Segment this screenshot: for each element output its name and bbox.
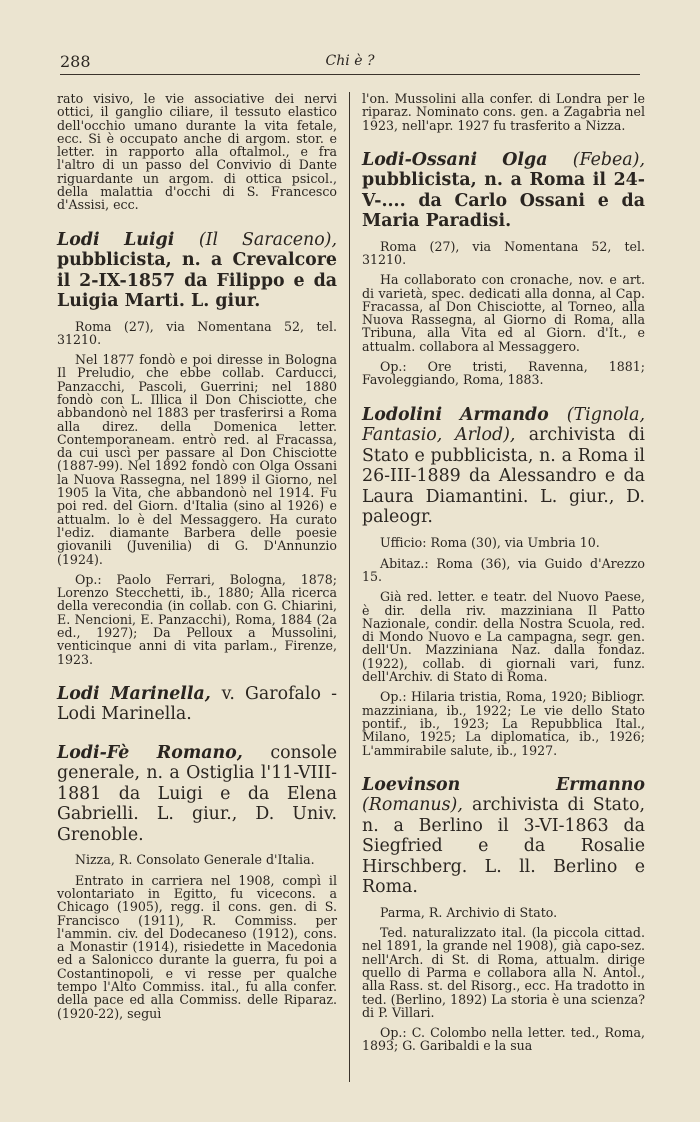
entry-works: Op.: Ore tristi, Ravenna, 1881; Favoleggiando, Roma, 1883. [362, 359, 645, 388]
entry-lodi-marinella [57, 684, 337, 725]
entry-loevinson-ermanno [362, 775, 645, 1053]
continued-entry [362, 92, 645, 132]
column-divider [349, 92, 350, 1082]
entry-pseudonym: (Febea), [572, 149, 645, 170]
right-column [362, 92, 645, 1071]
entry-biography: Nel 1877 fondò e poi diresse in Bologna Il Preludio, che ebbe collab. Carducci, Panzacchi, Pascoli, Guerrini; nel 1880 fondò con L. Illica il Don Chisciotte, che abbandonò nel 1883 per trasferirsi a Roma alla direz. della Domenica letter. Contemporaneam. entrò red. al Fracassa, da cui uscì per passare al Don Chisciotte (1887-99). Nel 1892 fondò con Olga Ossani la Nuova Rassegna, nel 1899 il Giorno, nel 1905 la Vita, che abbandonò nel 1914. Fu poi red. del Giorn. d'Italia (sino al 1926) e attualm. lo è del Messaggero. Ha curato l'ediz. diamante Barbera delle poesie giovanili (Juvenilia) di G. D'Annunzio (1924). [57, 352, 337, 567]
entry-name: Loevinson Ermanno [362, 774, 645, 795]
entry-name: Lodi-Fè Romano, [57, 742, 243, 763]
entry-heading [57, 684, 337, 725]
entry-heading [57, 230, 337, 312]
entry-address: Nizza, R. Consolato Generale d'Italia. [75, 852, 315, 868]
entry-biography: Ha collaborato con cronache, nov. e art. di varietà, spec. dedicati alla donna, al Cap. Fracassa, al Don Chisciotte, al Torneo, alla Nuova Rassegna, al Giorno di Roma, alla Tribuna, alla Vita ed al Giorn. d'It., e attualm. collabora al Messaggero. [362, 272, 645, 354]
page-number: 288 [60, 52, 91, 71]
entry-description: archivista di Stato e pubblicista, n. a Roma il 26-III-1889 da Alessandro e da Laura Diamantini. L. giur., D. paleogr. [362, 425, 645, 528]
entry-name: Lodi Marinella, [57, 683, 211, 704]
entry-works: Op.: Hilaria tristia, Roma, 1920; Bibliogr. mazziniana, ib., 1922; Le vie dello Stato pontif., ib., 1923; La Repubblica Ital., Milano, 1925; La diplomatica, ib., 1926; L'ammirabile salute, ib., 1927. [362, 689, 645, 758]
entry-address: Roma (27), via Nomentana 52, tel. 31210. [57, 318, 337, 347]
running-head: Chi è ? [325, 53, 375, 69]
entry-lodi-luigi [57, 230, 337, 666]
entry-lodi-ossani-olga [362, 150, 645, 387]
entry-lodolini-armando [362, 405, 645, 757]
entry-description: archivista di Stato, n. a Berlino il 3-VI-1863 da Siegfried e da Rosalie Hirschberg. L. ll. Berlino e Roma. [362, 795, 646, 898]
entry-heading [362, 775, 645, 898]
entry-pseudonym: (Tignola, Fantasio, Arlod), [362, 404, 645, 446]
continuation-text: l'on. Mussolini alla confer. di Londra per le riparaz. Nominato cons. gen. a Zagabria nel 1923, nell'apr. 1927 fu trasferito a Nizza. [362, 91, 645, 133]
entry-biography: Entrato in carriera nel 1908, compì il volontariato in Egitto, fu vicecons. a Chicago (1905), regg. il cons. gen. di S. Francisco (1911), R. Commiss. per l'ammin. civ. del Dodecaneso (1912), cons. a Monastir (1914), risiedette in Macedonia ed a Salonicco durante la guerra, fu poi a Costantinopoli, e vi resse per qualche tempo l'Alto Commiss. ital., fu alla confer. della pace ed alla Commiss. delle Riparaz. (1920-22), seguì [57, 872, 337, 1021]
entry-works: Op.: Paolo Ferrari, Bologna, 1878; Lorenzo Stecchetti, ib., 1880; Alla ricerca della verecondia (in collab. con G. Chiarini, E. Nencioni, E. Panzacchi), Roma, 1884 (2a ed., 1927); Da Pelloux a Mussolini, venticinque anni di vita parlam., Firenze, 1923. [57, 571, 337, 667]
entry-pseudonym: (Romanus), [362, 795, 463, 816]
entry-description: pubblicista, n. a Crevalcore il 2-IX-1857 da Filippo e da Luigia Marti. L. giur. [57, 250, 337, 312]
entry-heading [57, 743, 337, 846]
entry-office-address: Ufficio: Roma (30), via Umbria 10. [380, 534, 600, 550]
entry-pseudonym: (Il Saraceno), [198, 229, 337, 250]
continuation-text: rato visivo, le vie associative dei nervi ottici, il ganglio ciliare, il tessuto elastico dell'occhio umano durante la vita fetale, ecc. Si è occupato anche di argom. stor. e letter. in rapporto alla oftalmol., e fra l'altro di un passo del Convivio di Dante riguardante un argom. di ottica psicol., della malattia d'occhi di S. Francesco d'Assisi, ecc. [57, 91, 337, 213]
entry-heading [362, 150, 645, 232]
entry-description: pubblicista, n. a Roma il 24-V-.... da Carlo Ossani e da Maria Paradisi. [362, 170, 645, 232]
entry-description: console generale, n. a Ostiglia l'11-VIII-1881 da Luigi e da Elena Gabrielli. L. giur., D. Univ. Grenoble. [57, 742, 337, 845]
continued-entry [57, 92, 337, 212]
entry-address: Roma (27), via Nomentana 52, tel. 31210. [362, 238, 645, 268]
cross-reference: v. Garofalo - Lodi Marinella. [57, 683, 337, 725]
entry-biography: Già red. letter. e teatr. del Nuovo Paese, è dir. della riv. mazziniana Il Patto Nazionale, condir. della Nostra Scuola, red. di Mondo Nuovo e La campagna, segr. gen. dell'Un. Mazziniana Naz. dalla fondaz. (1922), collab. di giornali vari, funz. dell'Archiv. di Stato di Roma. [362, 589, 645, 685]
entry-address: Parma, R. Archivio di Stato. [380, 904, 558, 920]
entry-biography: Ted. naturalizzato ital. (la piccola cittad. nel 1891, la grande nel 1908), già capo-sez. nell'Arch. di St. di Roma, attualm. dirige quello di Parma e collabora alla N. Antol., alla Rass. st. del Risorg., ecc. Ha tradotto in ted. (Berlino, 1892) La storia è una scienza? di P. Villari. [362, 925, 645, 1020]
left-column [57, 92, 337, 1038]
page-header [60, 50, 640, 75]
entry-name: Lodi-Ossani Olga [362, 149, 548, 170]
entry-name: Lodi Luigi [57, 229, 175, 250]
entry-name: Lodolini Armando [362, 404, 549, 425]
entry-home-address: Abitaz.: Roma (36), via Guido d'Arezzo 15. [362, 555, 645, 585]
entry-heading [362, 405, 645, 528]
entry-lodi-fe-romano [57, 743, 337, 1020]
entry-works: Op.: C. Colombo nella letter. ted., Roma, 1893; G. Garibaldi e la sua [362, 1025, 645, 1054]
